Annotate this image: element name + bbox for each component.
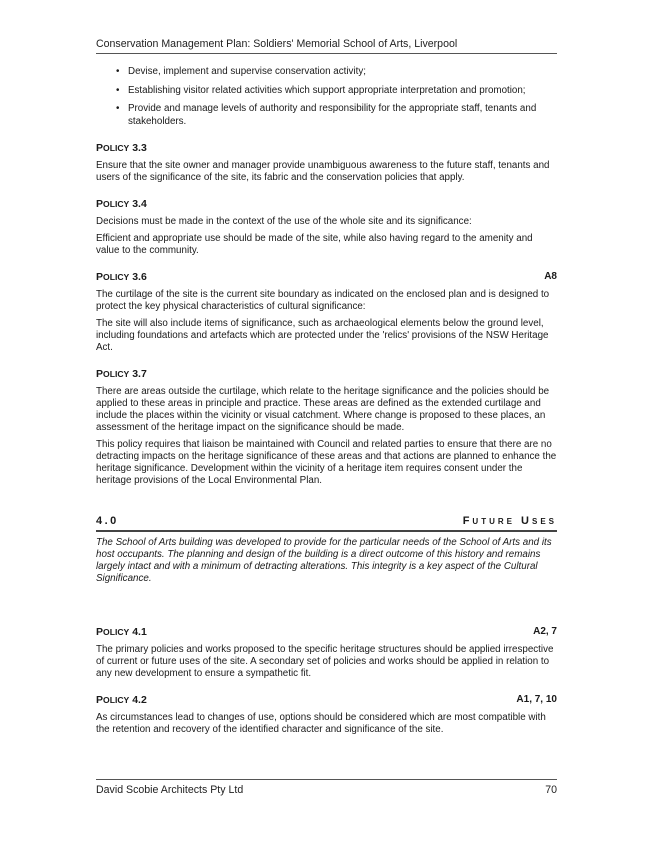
policy-text: Decisions must be made in the context of the use of the whole site and its significance: (96, 216, 472, 227)
policy-3-7 (96, 368, 557, 487)
policy-4-2 (96, 694, 557, 736)
policy-refs: A8 (544, 271, 557, 282)
header-rule (96, 53, 557, 54)
policy-refs: A2, 7 (533, 626, 557, 637)
policy-heading: POLICY 4.1 A2, 7 (96, 626, 557, 638)
bullet-icon: • (116, 66, 120, 77)
policy-heading: POLICY 3.7 (96, 368, 147, 380)
policy-3-6 (96, 271, 557, 354)
policy-refs: A1, 7, 10 (516, 694, 557, 705)
section-intro: The School of Arts building was developed to provide for the particular needs of the School of Arts and its host occupants. The planning and design of the building is a direct outcome of this history and remains largely intact and with a minimum of detracting alterations. This integrity is a key aspect of the Cultural Significance. (96, 537, 552, 584)
footer-company: David Scobie Architects Pty Ltd (96, 784, 244, 796)
policy-heading: POLICY 4.2 A1, 7, 10 (96, 694, 557, 706)
bullet-list (96, 66, 557, 128)
policy-text: The site will also include items of significance, such as archaeological elements below the ground level, including foundations and artefacts which are protected under the 'relics' provisions of the NSW Heritage Act. (96, 318, 549, 353)
page-number: 70 (545, 784, 557, 796)
section-number: 4.0 (96, 515, 119, 527)
policy-text: This policy requires that liaison be maintained with Council and related parties to ensure that there are no detracting impacts on the heritage significance of these areas and that actions are planned to enhance the heritage significance. Development within the vicinity of a heritage item requires consent under the heritage provisions of the Local Environmental Plan. (96, 439, 557, 486)
list-item: • Establishing visitor related activities which support appropriate interpretation and promotion; (116, 84, 526, 96)
policy-4-1 (96, 626, 557, 680)
policy-heading: POLICY 3.4 (96, 198, 147, 210)
list-item: • Provide and manage levels of authority and responsibility for the appropriate staff, tenants and stakeholders. (116, 103, 537, 127)
footer-rule (96, 779, 557, 780)
policy-text: The primary policies and works proposed to the specific heritage structures should be applied irrespective of current or future uses of the site. A secondary set of policies and works should be applied in relation to any new development to ensure a sympathetic fit. (96, 644, 554, 679)
policy-3-4 (96, 198, 557, 257)
policy-text: There are areas outside the curtilage, which relate to the heritage significance and the policies should be applied to these areas in principle and practice. These areas are defined as the extended curtilage and include the places within the vicinity or visual catchment. Where change is proposed to these places, an assessment of the heritage impact on the significance should be made. (96, 386, 550, 433)
policy-text: Ensure that the site owner and manager provide unambiguous awareness to the future staff, tenants and users of the significance of the site, its fabric and the conservation policies that apply. (96, 160, 550, 183)
policy-heading: POLICY 3.6 A8 (96, 271, 557, 283)
policy-text: As circumstances lead to changes of use, options should be considered which are most compatible with the retention and recovery of the identified character and significance of the site. (96, 712, 546, 735)
bullet-icon: • (116, 103, 120, 114)
policy-text: Efficient and appropriate use should be made of the site, while also having regard to the amenity and value to the community. (96, 233, 533, 256)
list-item: • Devise, implement and supervise conservation activity; (116, 66, 366, 77)
page-header: Conservation Management Plan: Soldiers' Memorial School of Arts, Liverpool (96, 38, 458, 50)
page-footer (96, 784, 557, 796)
policy-heading: POLICY 3.3 (96, 142, 147, 154)
policy-3-3 (96, 142, 557, 184)
bullet-icon: • (116, 84, 120, 96)
section-title: Future Uses (462, 515, 557, 527)
policy-text: The curtilage of the site is the current site boundary as indicated on the enclosed plan and is designed to protect the key physical characteristics of cultural significance: (96, 289, 550, 312)
page-content (96, 66, 557, 741)
section-heading (96, 515, 557, 532)
